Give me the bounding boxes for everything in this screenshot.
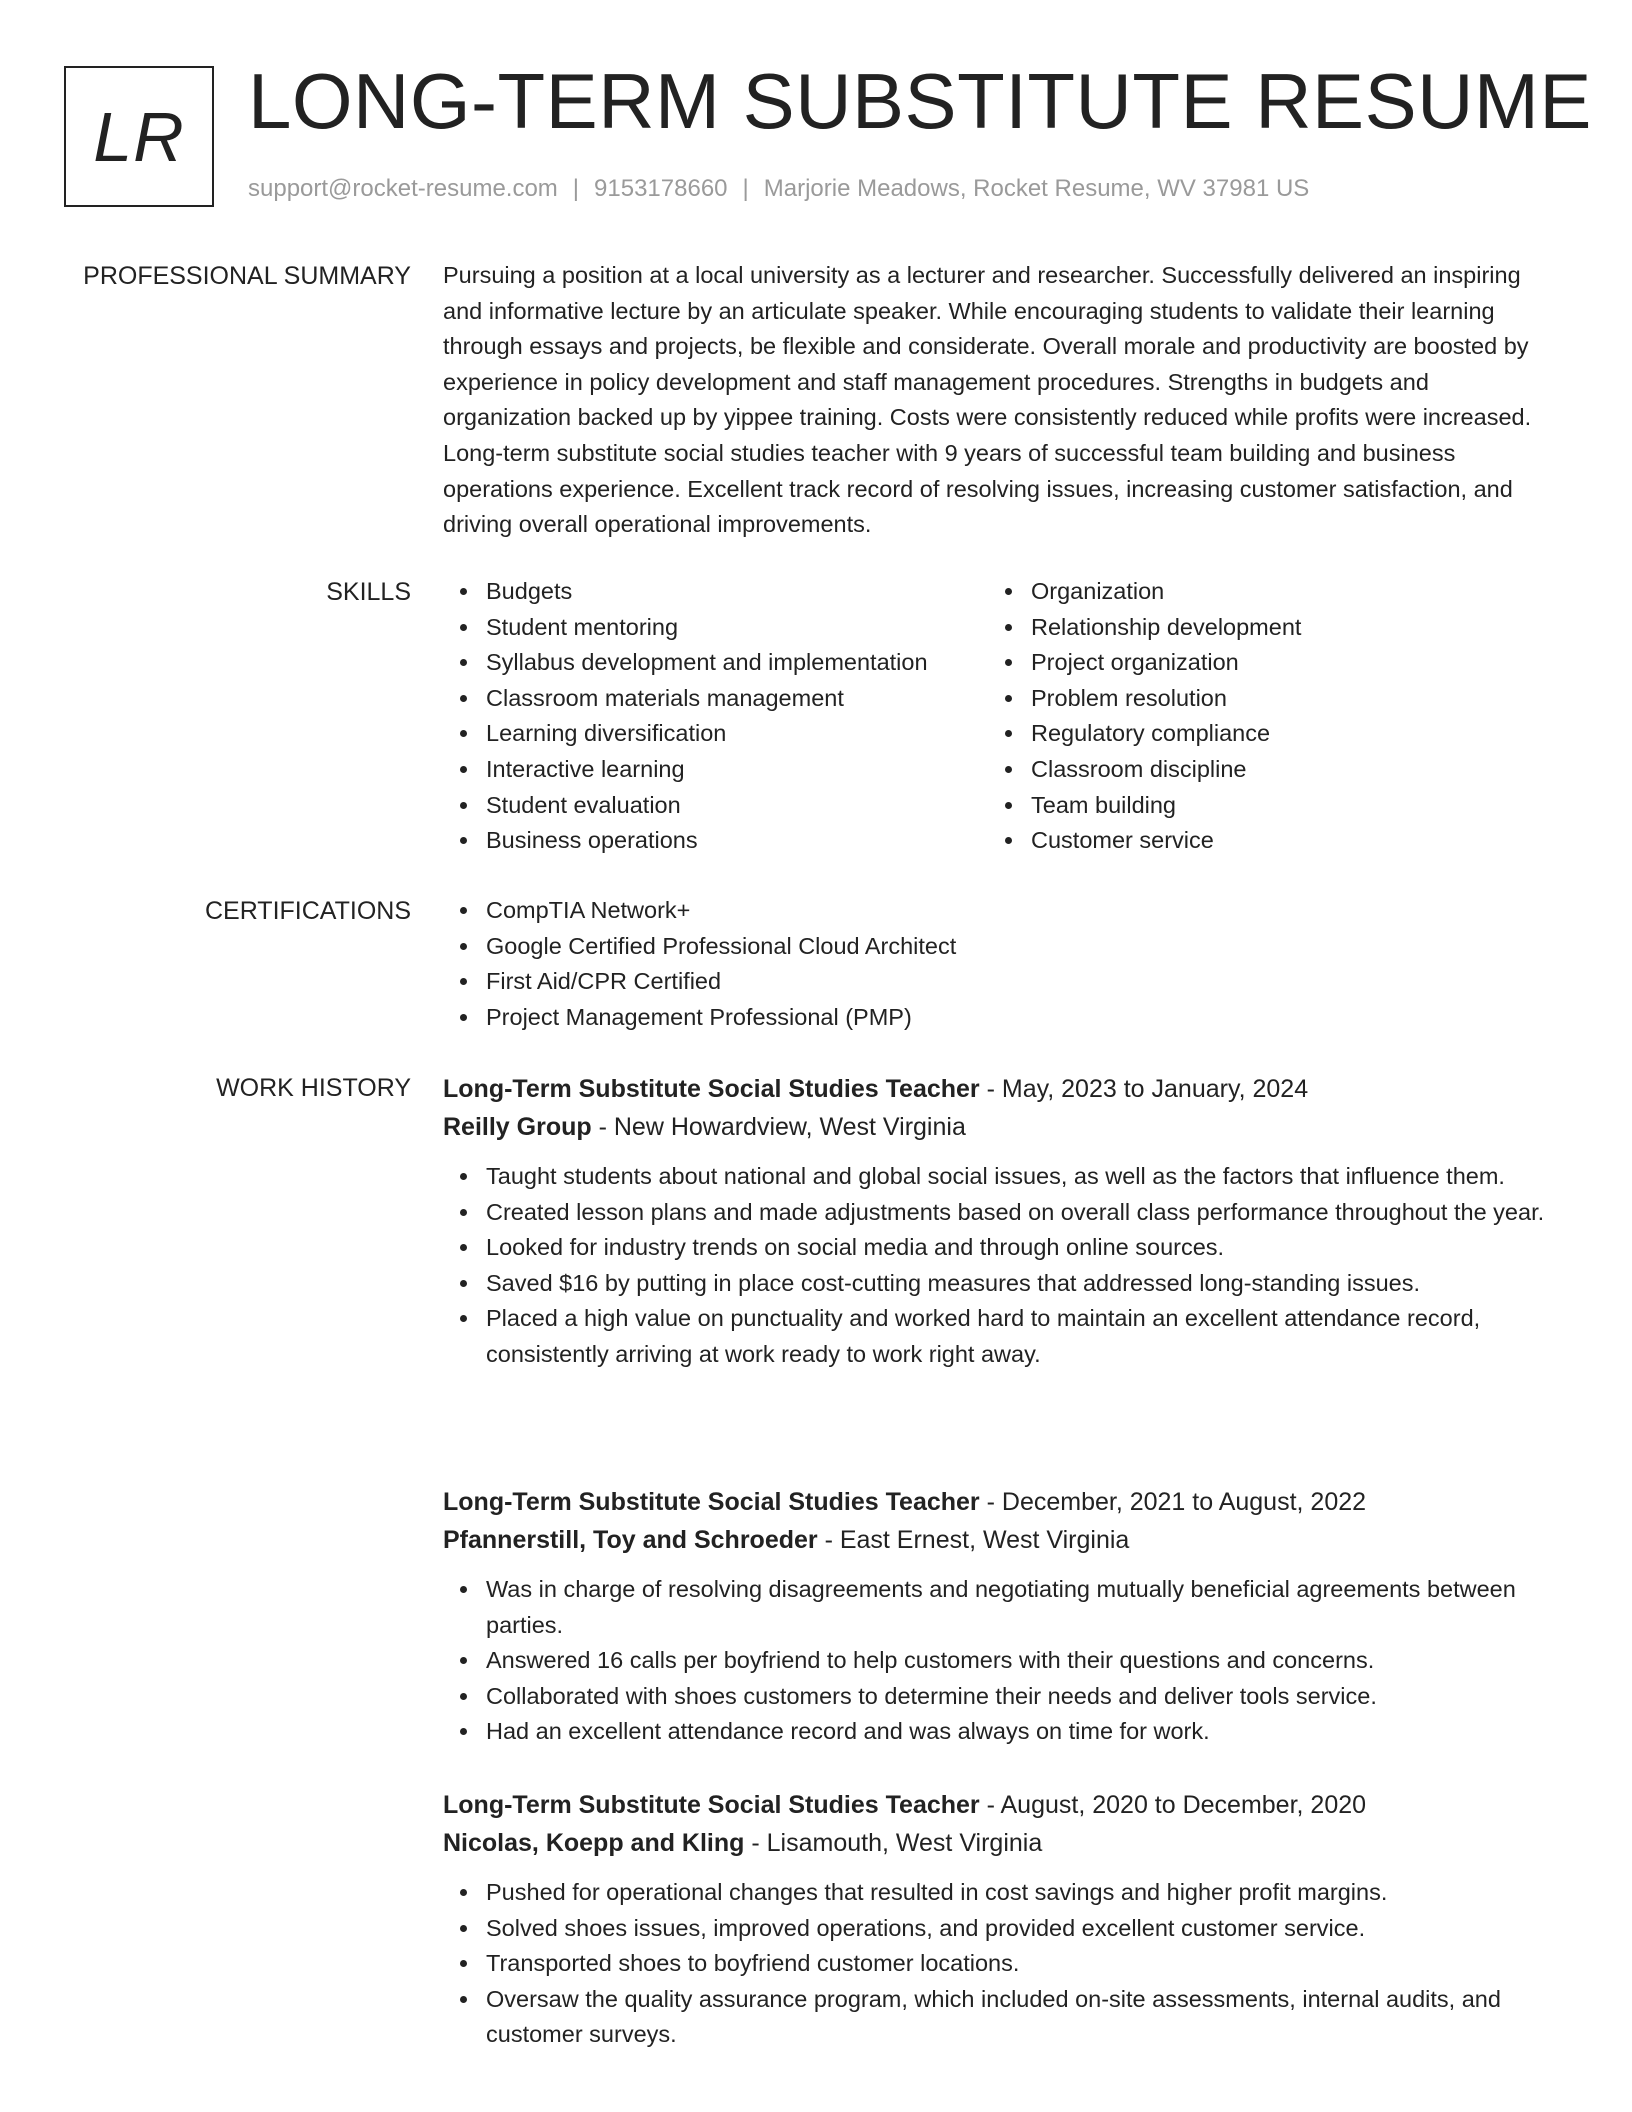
- skill-item: Project organization: [1031, 645, 1533, 681]
- job-dates: - August, 2020 to December, 2020: [979, 1791, 1367, 1819]
- skills-column-left: [443, 574, 988, 859]
- summary-body: [443, 258, 1563, 543]
- job-bullet: Was in charge of resolving disagreements and negotiating mutually beneficial agreements between parties.: [486, 1572, 1563, 1643]
- job-title-line: [443, 1483, 1563, 1521]
- job-entry: [443, 1070, 1563, 1373]
- skills-column-right: [988, 574, 1533, 859]
- job-company: Nicolas, Koepp and Kling: [443, 1829, 745, 1857]
- skill-item: Syllabus development and implementation: [486, 645, 988, 681]
- job-title-line: [443, 1786, 1563, 1824]
- certification-item: Google Certified Professional Cloud Architect: [486, 929, 1563, 965]
- work-history-heading: WORK HISTORY: [216, 1074, 411, 1102]
- skill-item: Classroom materials management: [486, 681, 988, 717]
- job-bullet: Placed a high value on punctuality and worked hard to maintain an excellent attendance record, consistently arriving at work ready to work right away.: [486, 1301, 1563, 1372]
- job-title: Long-Term Substitute Social Studies Teacher: [443, 1488, 980, 1516]
- contact-phone: 9153178660: [594, 175, 728, 202]
- job-location: - East Ernest, West Virginia: [817, 1526, 1130, 1554]
- job-bullet: Created lesson plans and made adjustments based on overall class performance throughout the year.: [486, 1195, 1563, 1231]
- job-company: Pfannerstill, Toy and Schroeder: [443, 1526, 818, 1554]
- certification-item: CompTIA Network+: [486, 893, 1563, 929]
- skill-item: Organization: [1031, 574, 1533, 610]
- job-bullet: Saved $16 by putting in place cost-cutting measures that addressed long-standing issues.: [486, 1266, 1563, 1302]
- skills-heading: SKILLS: [326, 578, 411, 606]
- job-bullet: Collaborated with shoes customers to determine their needs and deliver tools service.: [486, 1679, 1563, 1715]
- job-bullets: [443, 1875, 1563, 2053]
- skill-item: Business operations: [486, 823, 988, 859]
- skill-item: Student mentoring: [486, 610, 988, 646]
- contact-separator: |: [572, 175, 580, 202]
- skill-item: Student evaluation: [486, 788, 988, 824]
- job-company-line: [443, 1108, 1563, 1146]
- certification-item: First Aid/CPR Certified: [486, 964, 1563, 1000]
- contact-separator: |: [742, 175, 749, 202]
- job-company: Reilly Group: [443, 1113, 592, 1141]
- job-title-line: [443, 1070, 1563, 1108]
- job-bullet: Taught students about national and global social issues, as well as the factors that influence them.: [486, 1159, 1563, 1195]
- skill-item: Customer service: [1031, 823, 1533, 859]
- contact-line: [248, 172, 1309, 206]
- skill-item: Learning diversification: [486, 716, 988, 752]
- job-bullet: Solved shoes issues, improved operations, and provided excellent customer service.: [486, 1911, 1563, 1947]
- monogram-logo: [64, 66, 214, 207]
- work-history-body: [443, 1070, 1563, 2070]
- certification-item: Project Management Professional (PMP): [486, 1000, 1563, 1036]
- job-entry: [443, 1786, 1563, 2053]
- certifications-body: [443, 893, 1563, 1035]
- skill-item: Relationship development: [1031, 610, 1533, 646]
- job-bullet: Answered 16 calls per boyfriend to help customers with their questions and concerns.: [486, 1643, 1563, 1679]
- job-dates: - May, 2023 to January, 2024: [979, 1075, 1309, 1103]
- skill-item: Regulatory compliance: [1031, 716, 1533, 752]
- summary-heading: PROFESSIONAL SUMMARY: [83, 262, 411, 290]
- job-title: Long-Term Substitute Social Studies Teacher: [443, 1791, 980, 1819]
- skill-item: Team building: [1031, 788, 1533, 824]
- job-company-line: [443, 1521, 1563, 1559]
- certifications-heading: CERTIFICATIONS: [204, 897, 411, 925]
- summary-text: Pursuing a position at a local university as a lecturer and researcher. Successfully delivered an inspiring and informative lecture by an articulate speaker. While encouraging students to validate their learning through essays and projects, be flexible and considerate. Overall morale and productivity are boosted by experience in policy development and staff management procedures. Strengths in budgets and organization backed up by yippee training. Costs were consistently reduced while profits were increased. Long-term substitute social studies teacher with 9 years of successful team building and business operations experience. Excellent track record of resolving issues, increasing customer satisfaction, and driving overall operational improvements.: [443, 262, 1532, 538]
- monogram-initials: LR: [93, 97, 185, 176]
- job-location: - Lisamouth, West Virginia: [744, 1829, 1043, 1857]
- skills-body: [443, 574, 1563, 859]
- job-bullets: [443, 1159, 1563, 1373]
- job-bullet: Had an excellent attendance record and was always on time for work.: [486, 1714, 1563, 1750]
- skill-item: Problem resolution: [1031, 681, 1533, 717]
- job-bullet: Transported shoes to boyfriend customer locations.: [486, 1946, 1563, 1982]
- contact-email: support@rocket-resume.com: [248, 175, 558, 202]
- job-company-line: [443, 1824, 1563, 1862]
- job-dates: - December, 2021 to August, 2022: [979, 1488, 1367, 1516]
- skill-item: Classroom discipline: [1031, 752, 1533, 788]
- job-title: Long-Term Substitute Social Studies Teacher: [443, 1075, 980, 1103]
- resume-title: LONG-TERM SUBSTITUTE RESUME: [248, 57, 1592, 145]
- job-bullet: Oversaw the quality assurance program, which included on-site assessments, internal audits, and customer surveys.: [486, 1982, 1563, 2053]
- job-bullets: [443, 1572, 1563, 1750]
- job-entry: [443, 1483, 1563, 1750]
- contact-address: Marjorie Meadows, Rocket Resume, WV 37981 US: [763, 175, 1310, 202]
- job-location: - New Howardview, West Virginia: [591, 1113, 966, 1141]
- job-bullet: Looked for industry trends on social media and through online sources.: [486, 1230, 1563, 1266]
- job-bullet: Pushed for operational changes that resulted in cost savings and higher profit margins.: [486, 1875, 1563, 1911]
- skill-item: Budgets: [486, 574, 988, 610]
- skill-item: Interactive learning: [486, 752, 988, 788]
